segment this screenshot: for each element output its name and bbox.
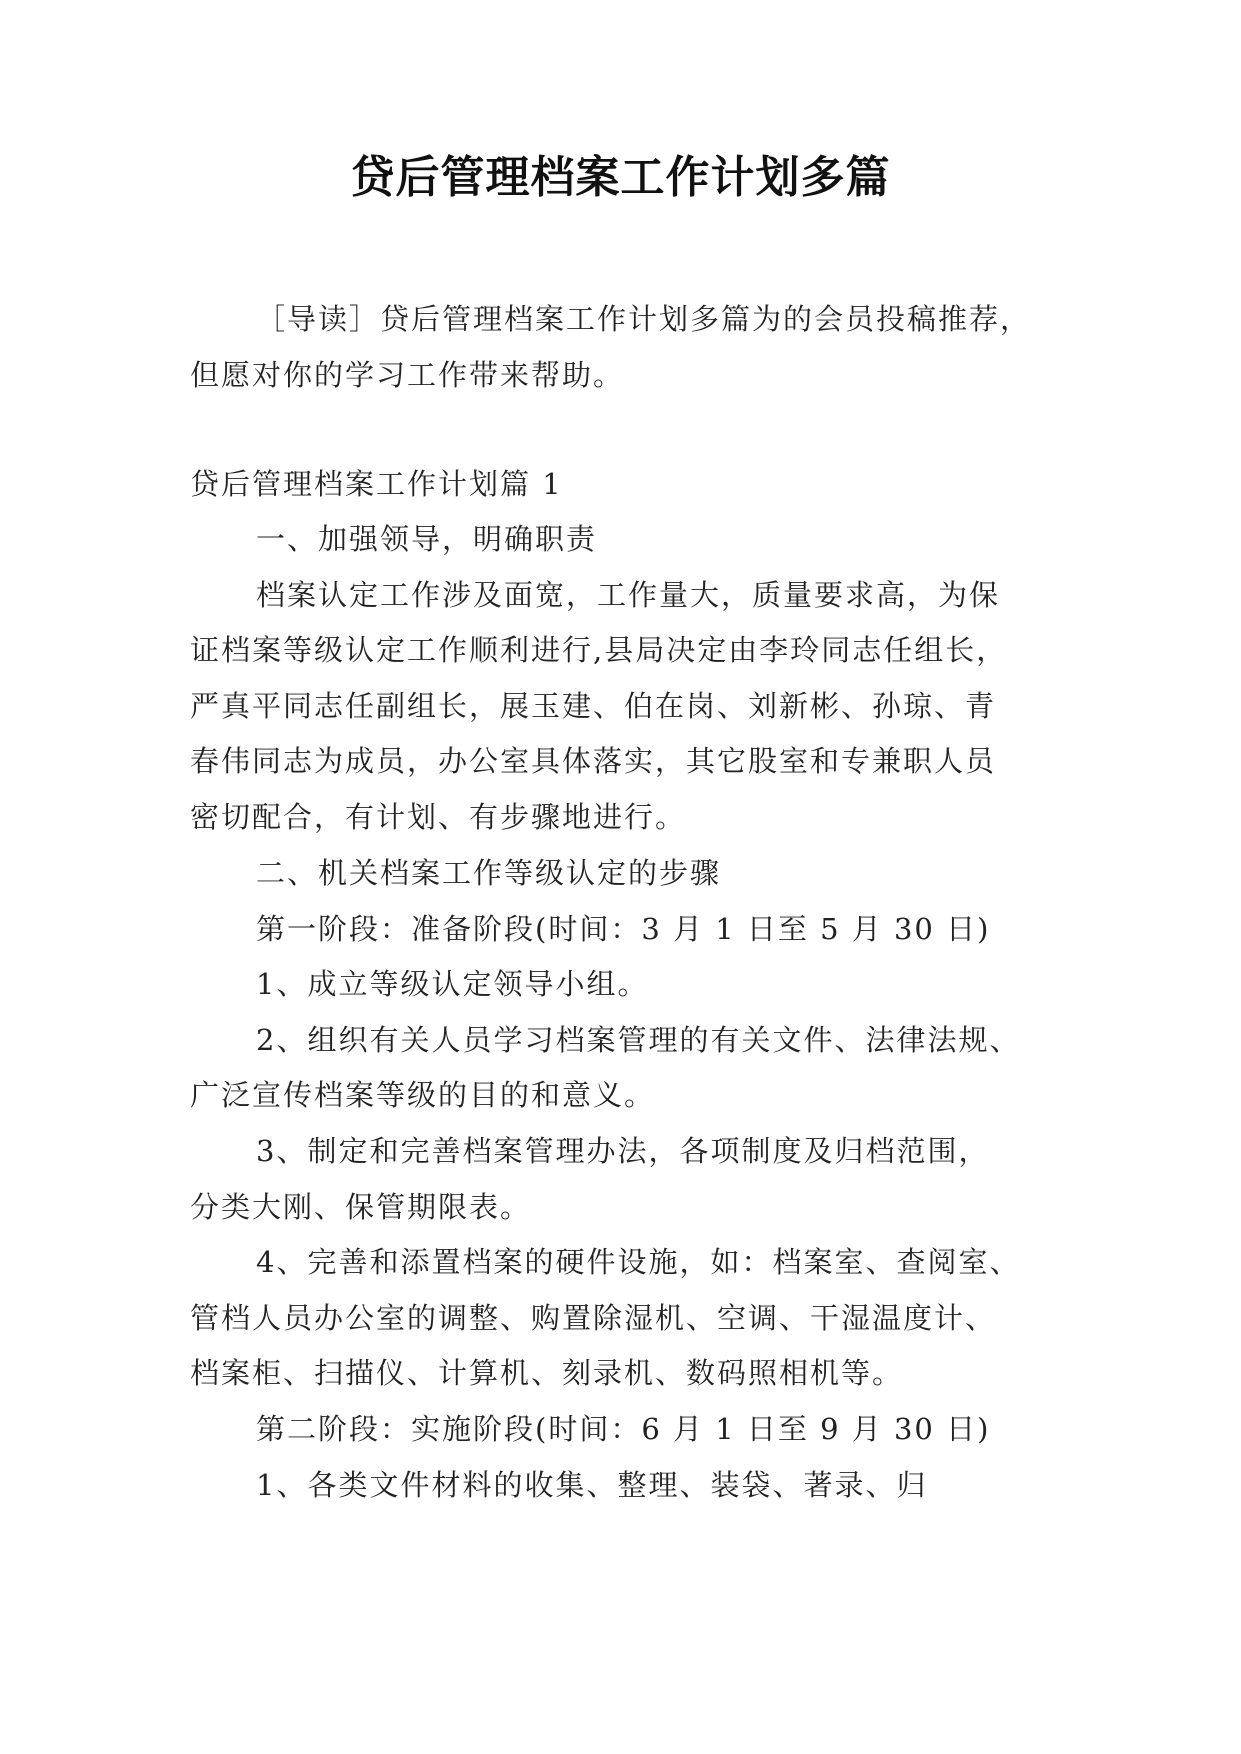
paragraph-line: 第一阶段：准备阶段(时间：3 月 1 日至 5 月 30 日): [256, 912, 991, 946]
paragraph-line: 证档案等级认定工作顺利进行,县局决定由李玲同志任组长，: [190, 633, 1008, 667]
paragraph-line: 1、各类文件材料的收集、整理、装袋、著录、归: [256, 1468, 928, 1502]
paragraph-line: 春伟同志为成员，办公室具体落实，其它股室和专兼职人员: [190, 744, 997, 778]
paragraph-line: 二、机关档案工作等级认定的步骤: [256, 856, 722, 890]
paragraph-line: 管档人员办公室的调整、购置除湿机、空调、干湿温度计、: [190, 1301, 997, 1335]
section-heading: 贷后管理档案工作计划篇 1: [190, 467, 563, 501]
document-title: 贷后管理档案工作计划多篇: [350, 152, 891, 203]
paragraph-line: 2、组织有关人员学习档案管理的有关文件、法律法规、: [256, 1023, 1021, 1057]
paragraph-line: 第二阶段：实施阶段(时间：6 月 1 日至 9 月 30 日): [256, 1412, 991, 1446]
paragraph-line: 一、加强领导，明确职责: [256, 522, 598, 556]
paragraph-line: 广泛宣传档案等级的目的和意义。: [190, 1078, 656, 1112]
paragraph-line: 档案柜、扫描仪、计算机、刻录机、数码照相机等。: [190, 1356, 904, 1390]
paragraph-line: 档案认定工作涉及面宽，工作量大，质量要求高，为保: [256, 578, 1001, 612]
paragraph-line: 4、完善和添置档案的硬件设施，如：档案室、查阅室、: [256, 1245, 1021, 1279]
paragraph-line: 密切配合，有计划、有步骤地进行。: [190, 800, 687, 834]
intro-line-2: 但愿对你的学习工作带来帮助。: [190, 358, 625, 392]
paragraph-line: 1、成立等级认定领导小组。: [256, 967, 649, 1001]
paragraph-line: 严真平同志任副组长，展玉建、伯在岗、刘新彬、孙琼、青: [190, 689, 997, 723]
paragraph-line: 分类大刚、保管期限表。: [190, 1190, 532, 1224]
intro-line-1: ［导读］贷后管理档案工作计划多篇为的会员投稿推荐，: [256, 302, 1032, 336]
paragraph-line: 3、制定和完善档案管理办法，各项制度及归档范围，: [256, 1134, 990, 1168]
